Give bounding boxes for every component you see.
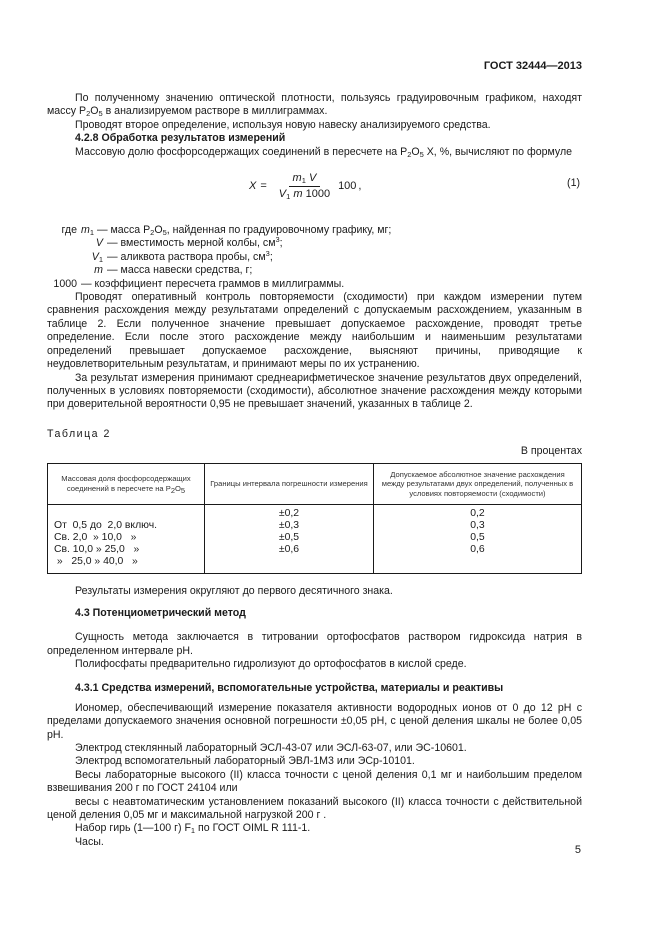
table-units: В процентах (520, 445, 582, 458)
aux-electrode-paragraph: Электрод вспомогательный лабораторный ЭВЛ-1М3 или ЭСр-10101. (75, 755, 415, 768)
formula: X = $\frac{m_1 V}{V_1 m 1000}$ 100 , (249, 172, 362, 202)
table-header-error-limits: Границы интервала погрешности измерения (205, 463, 374, 505)
section-heading-431: 4.3.1 Средства измерений, вспомогательные устройства, материалы и реактивы (75, 682, 504, 695)
table-row (48, 505, 582, 574)
section-heading-43: 4.3 Потенциометрический метод (75, 606, 246, 619)
formula-block (47, 168, 582, 214)
document-code: ГОСТ 32444—2013 (483, 60, 582, 72)
precision-table (47, 463, 582, 575)
table-header-mass-fraction: Массовая доля фосфорсодержащих соединений в пересчете на $P_2O_5$ (48, 463, 205, 505)
formula-numerator: $m_1$ V (289, 172, 321, 187)
page-content (47, 92, 582, 849)
clock-paragraph: Часы. (75, 835, 104, 848)
weights-paragraph: Набор гирь (1—100 г) $F_1$ по ГОСТ OIML R 111-1. (75, 822, 311, 836)
polyphosphates-paragraph: Полифосфаты предварительно гидролизуют до ортофосфатов в кислой среде. (75, 657, 467, 670)
table-title: Таблица 2 (47, 427, 111, 440)
legend-item: V — вместимость мерной колбы, $см^3$; (95, 235, 283, 250)
table-header-discrepancy: Допускаемое абсолютное значение расхождения между результатами двух определений, полученных в условиях повторяемости (сходимости) (374, 463, 582, 505)
scales-paragraph: Весы лабораторные высокого (II) класса точности с ценой деления 0,1 мг и наибольшим пределом взвешивания 200 г по ГОСТ 24104 или (47, 768, 582, 795)
intro-paragraph-1: По полученному значению оптической плотности, пользуясь градуировочным графиком, находят массу $P_2O_5$ в анализируемом растворе в миллиграммах. (47, 92, 582, 119)
intro-paragraph-2: Проводят второе определение, используя новую навеску анализируемого средства. (75, 118, 491, 131)
nonauto-scales-paragraph: весы с неавтоматическим установлением показаний высокого (II) класса точности с действительной ценой деления 0,05 мг и максимальной нагрузкой 200 г . (47, 795, 582, 821)
formula-fraction (275, 172, 334, 201)
result-paragraph: За результат измерения принимают среднеарифметическое значение результатов двух определений, полученных в условиях повторяемости (сходимости), абсолютное значение расхождения между которыми при доверительной вероятности 0,95 не превышает значений, указанных в таблице 2. (47, 371, 582, 411)
section-heading-428: 4.2.8 Обработка результатов измерений (75, 132, 286, 145)
page-number: 5 (574, 844, 581, 856)
formula-intro: Массовую долю фосфорсодержащих соединений в пересчете на $P_2O_5$ X, %, вычисляют по формуле (75, 145, 573, 159)
repeatability-paragraph: Проводят оперативный контроль повторяемости (сходимости) при каждом измерении путем сравнения расхождения между результатами определений с допускаемым расхождением, указанным в таблице 2. Если полученное значение превышает допускаемое расхождение, проводят третье определение. Если после этого расхождение между наибольшим и наименьшим результатами определений превышает допускаемое расхождение, выясняют причины, приводящие к неудовлетворительным результатам, и принимают меры по их устранению. (47, 291, 582, 371)
glass-electrode-paragraph: Электрод стеклянный лабораторный ЭСЛ-43-07 или ЭСЛ-63-07, или ЭС-10601. (75, 741, 467, 754)
ionomer-paragraph: Иономер, обеспечивающий измерение показателя активности водородных ионов от 0 до 12 pH с пределами допускаемого значения основной погрешности ±0,05 pH, с ценой деления шкалы не более 0,05 pH. (47, 701, 582, 741)
legend-item: где $m_1$ — масса $P_2O_5$, найденная по градуировочному графику, мг; (61, 224, 392, 238)
method-essence-paragraph: Сущность метода заключается в титровании ортофосфатов раствором гидроксида натрия в определенном интервале pH. (47, 631, 582, 657)
legend-item: $V_1$ — аликвота раствора пробы, $см^3$; (91, 248, 273, 264)
rounding-note: Результаты измерения округляют до первого десятичного знака. (75, 585, 393, 598)
table-cell-discrepancy: 0,2 0,3 0,5 0,6 (374, 505, 582, 574)
legend-item: m — масса навески средства, г; (94, 264, 253, 277)
formula-legend (47, 224, 582, 291)
table-cell-range: От 0,5 до 2,0 включ. Св. 2,0 » 10,0 » Св. 10,0 » 25,0 » » 25,0 » 40,0 » (48, 505, 205, 574)
formula-denominator: $V_1$ m 1000 (278, 188, 331, 202)
legend-item: 1000 — коэффициент пересчета граммов в миллиграммы. (53, 277, 345, 290)
table-header-row (48, 463, 582, 505)
formula-number: (1) (567, 177, 580, 190)
table-cell-error: ±0,2 ±0,3 ±0,5 ±0,6 (205, 505, 374, 574)
